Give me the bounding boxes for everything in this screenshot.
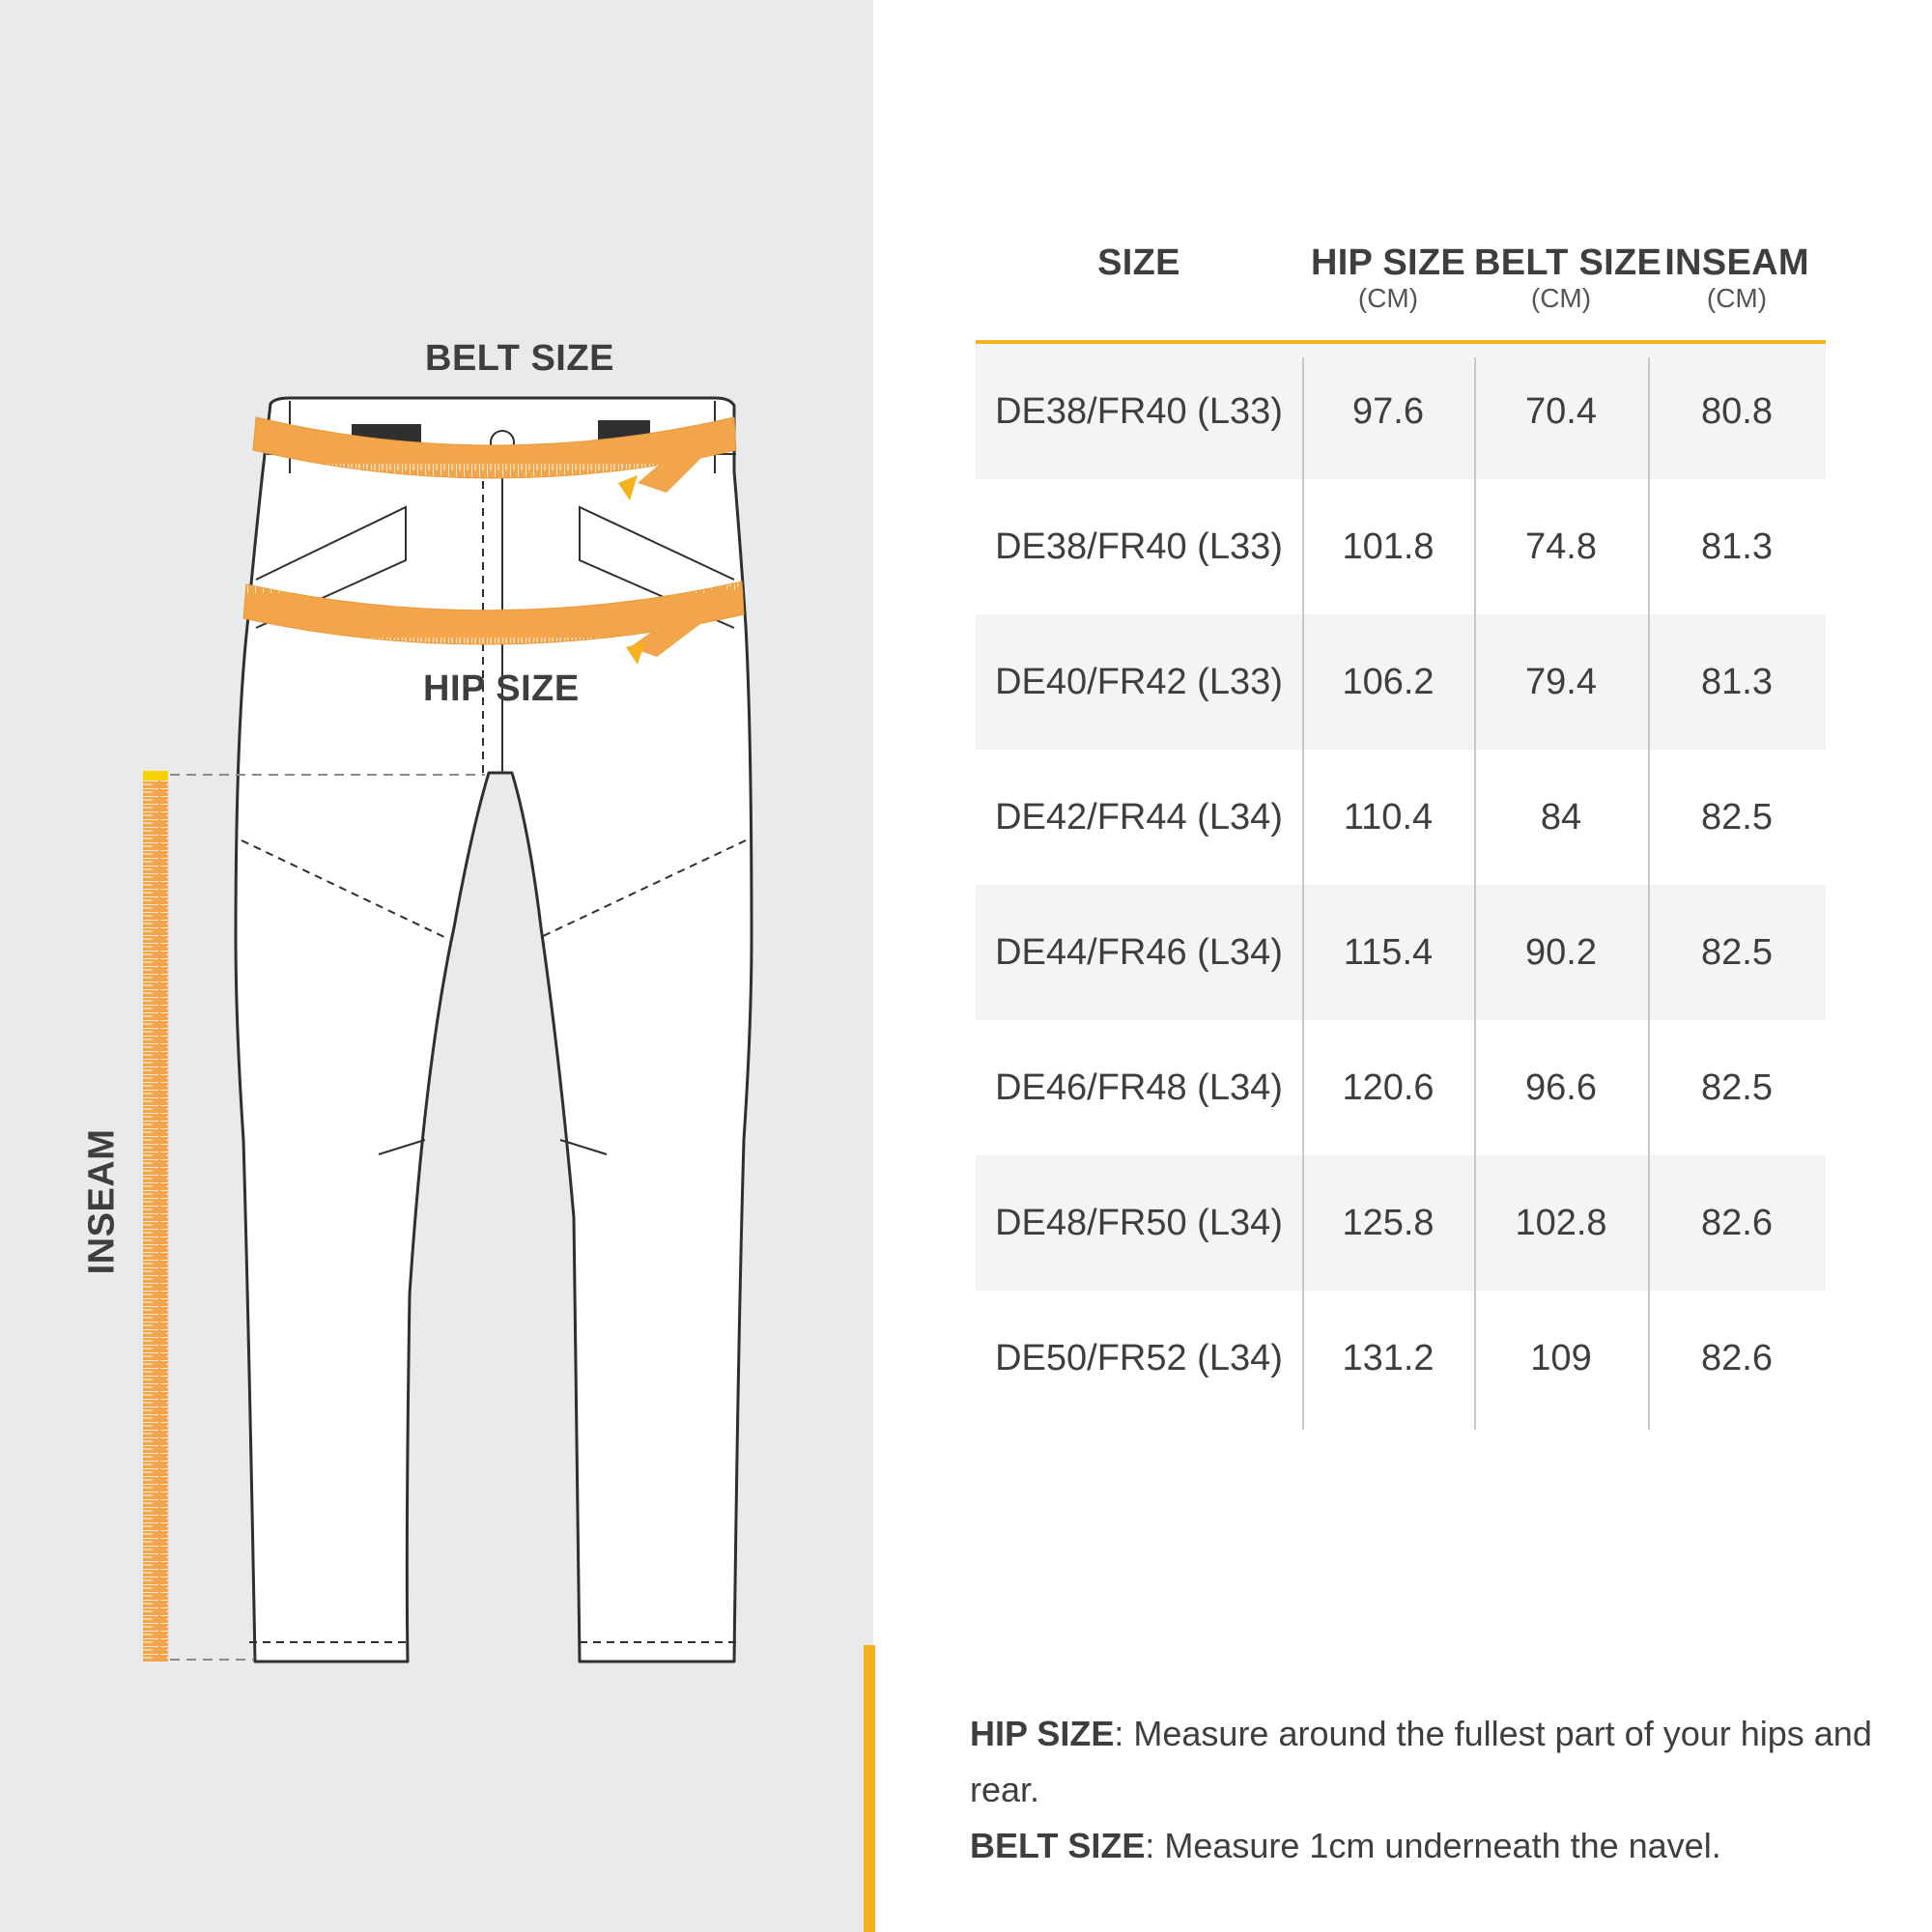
note-hip-text: : Measure around the fullest part of your hips and rear.	[970, 1714, 1872, 1809]
note-belt-term: BELT SIZE	[970, 1826, 1146, 1865]
cell-inseam: 82.5	[1701, 932, 1773, 973]
cell-belt: 79.4	[1525, 662, 1597, 702]
cell-belt: 70.4	[1525, 391, 1597, 432]
cell-hip: 131.2	[1342, 1338, 1435, 1378]
table-row	[976, 1155, 1826, 1291]
cell-belt: 84	[1540, 797, 1582, 838]
cell-size: DE40/FR42 (L33)	[995, 662, 1283, 702]
hip-size-label: HIP SIZE	[423, 668, 580, 709]
cell-hip: 120.6	[1342, 1067, 1435, 1108]
header-size: SIZE	[1097, 242, 1180, 283]
cell-belt: 102.8	[1515, 1203, 1607, 1243]
table-row	[976, 344, 1826, 479]
cell-inseam: 82.6	[1701, 1203, 1773, 1243]
trousers-outline	[236, 398, 752, 1662]
table-row	[976, 750, 1826, 885]
note-belt-text: : Measure 1cm underneath the navel.	[1145, 1826, 1721, 1865]
header-hip-size: HIP SIZE (CM)	[1310, 242, 1466, 313]
column-divider	[1302, 357, 1304, 1430]
cell-hip: 115.4	[1343, 932, 1434, 973]
cell-size: DE46/FR48 (L34)	[995, 1067, 1283, 1108]
inseam-label: INSEAM	[81, 1128, 123, 1275]
column-divider	[1648, 357, 1650, 1430]
cell-hip: 97.6	[1352, 391, 1424, 432]
cell-size: DE38/FR40 (L33)	[995, 526, 1283, 567]
cell-inseam: 80.8	[1701, 391, 1773, 432]
note-belt	[970, 1818, 1932, 1874]
table-row	[976, 479, 1826, 614]
cell-size: DE38/FR40 (L33)	[995, 391, 1283, 432]
table-row	[976, 885, 1826, 1020]
header-inseam: INSEAM (CM)	[1664, 242, 1809, 313]
cell-inseam: 82.5	[1701, 1067, 1773, 1108]
cell-size: DE50/FR52 (L34)	[995, 1338, 1283, 1378]
cell-inseam: 81.3	[1701, 662, 1773, 702]
header-belt-size: BELT SIZE (CM)	[1474, 242, 1662, 313]
table-row	[976, 614, 1826, 750]
cell-hip: 125.8	[1342, 1203, 1435, 1243]
cell-belt: 74.8	[1525, 526, 1597, 567]
cell-belt: 109	[1530, 1338, 1592, 1378]
cell-inseam: 82.6	[1701, 1338, 1773, 1378]
cell-inseam: 82.5	[1701, 797, 1773, 838]
cell-inseam: 81.3	[1701, 526, 1773, 567]
column-divider	[1474, 357, 1476, 1430]
measurement-notes	[970, 1706, 1932, 1874]
cell-size: DE48/FR50 (L34)	[995, 1203, 1283, 1243]
note-hip-term: HIP SIZE	[970, 1714, 1115, 1753]
note-hip	[970, 1706, 1932, 1818]
table-row	[976, 1020, 1826, 1155]
table-row	[976, 1291, 1826, 1426]
cell-belt: 90.2	[1525, 932, 1597, 973]
cell-hip: 101.8	[1342, 526, 1435, 567]
cell-hip: 106.2	[1342, 662, 1435, 702]
cell-belt: 96.6	[1525, 1067, 1597, 1108]
belt-size-label: BELT SIZE	[425, 338, 614, 379]
trousers-illustration	[0, 0, 873, 1932]
cell-size: DE42/FR44 (L34)	[995, 797, 1283, 838]
cell-hip: 110.4	[1343, 797, 1434, 838]
cell-size: DE44/FR46 (L34)	[995, 932, 1283, 973]
